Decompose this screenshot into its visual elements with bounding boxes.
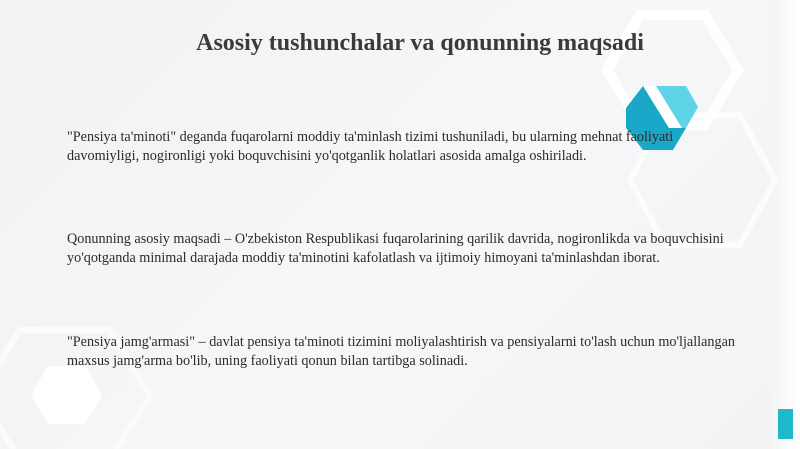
paragraph-pension-fund: "Pensiya jamg'armasi" – davlat pensiya ta'minoti tizimini moliyalashtirish va pensiyalarni to'lash uchun mo'ljallangan maxsus jamg'arma bo'lib, uning faoliyati qonun bilan tartibga solinadi. [67, 334, 735, 369]
slide-title: Asosiy tushunchalar va qonunning maqsadi [196, 30, 644, 56]
paragraph-law-purpose: Qonunning asosiy maqsadi – O'zbekiston Respublikasi fuqarolarining qarilik davrida, nogironlikda va boquvchisini yo'qotganda minimal darajada moddiy ta'minotini kafolatlash va ijtimoiy himoyani ta'minlashdan iborat. [67, 231, 724, 266]
paragraph-pension-definition: "Pensiya ta'minoti" deganda fuqarolarni moddiy ta'minlash tizimi tushuniladi, bu ularning mehnat faoliyati davomiyligi, nogironligi yoki boquvchisini yo'qotganlik holatlari asosida amalga oshiriladi. [67, 129, 674, 164]
hexagon-white-icon [31, 366, 102, 424]
accent-bar-icon [778, 409, 793, 439]
